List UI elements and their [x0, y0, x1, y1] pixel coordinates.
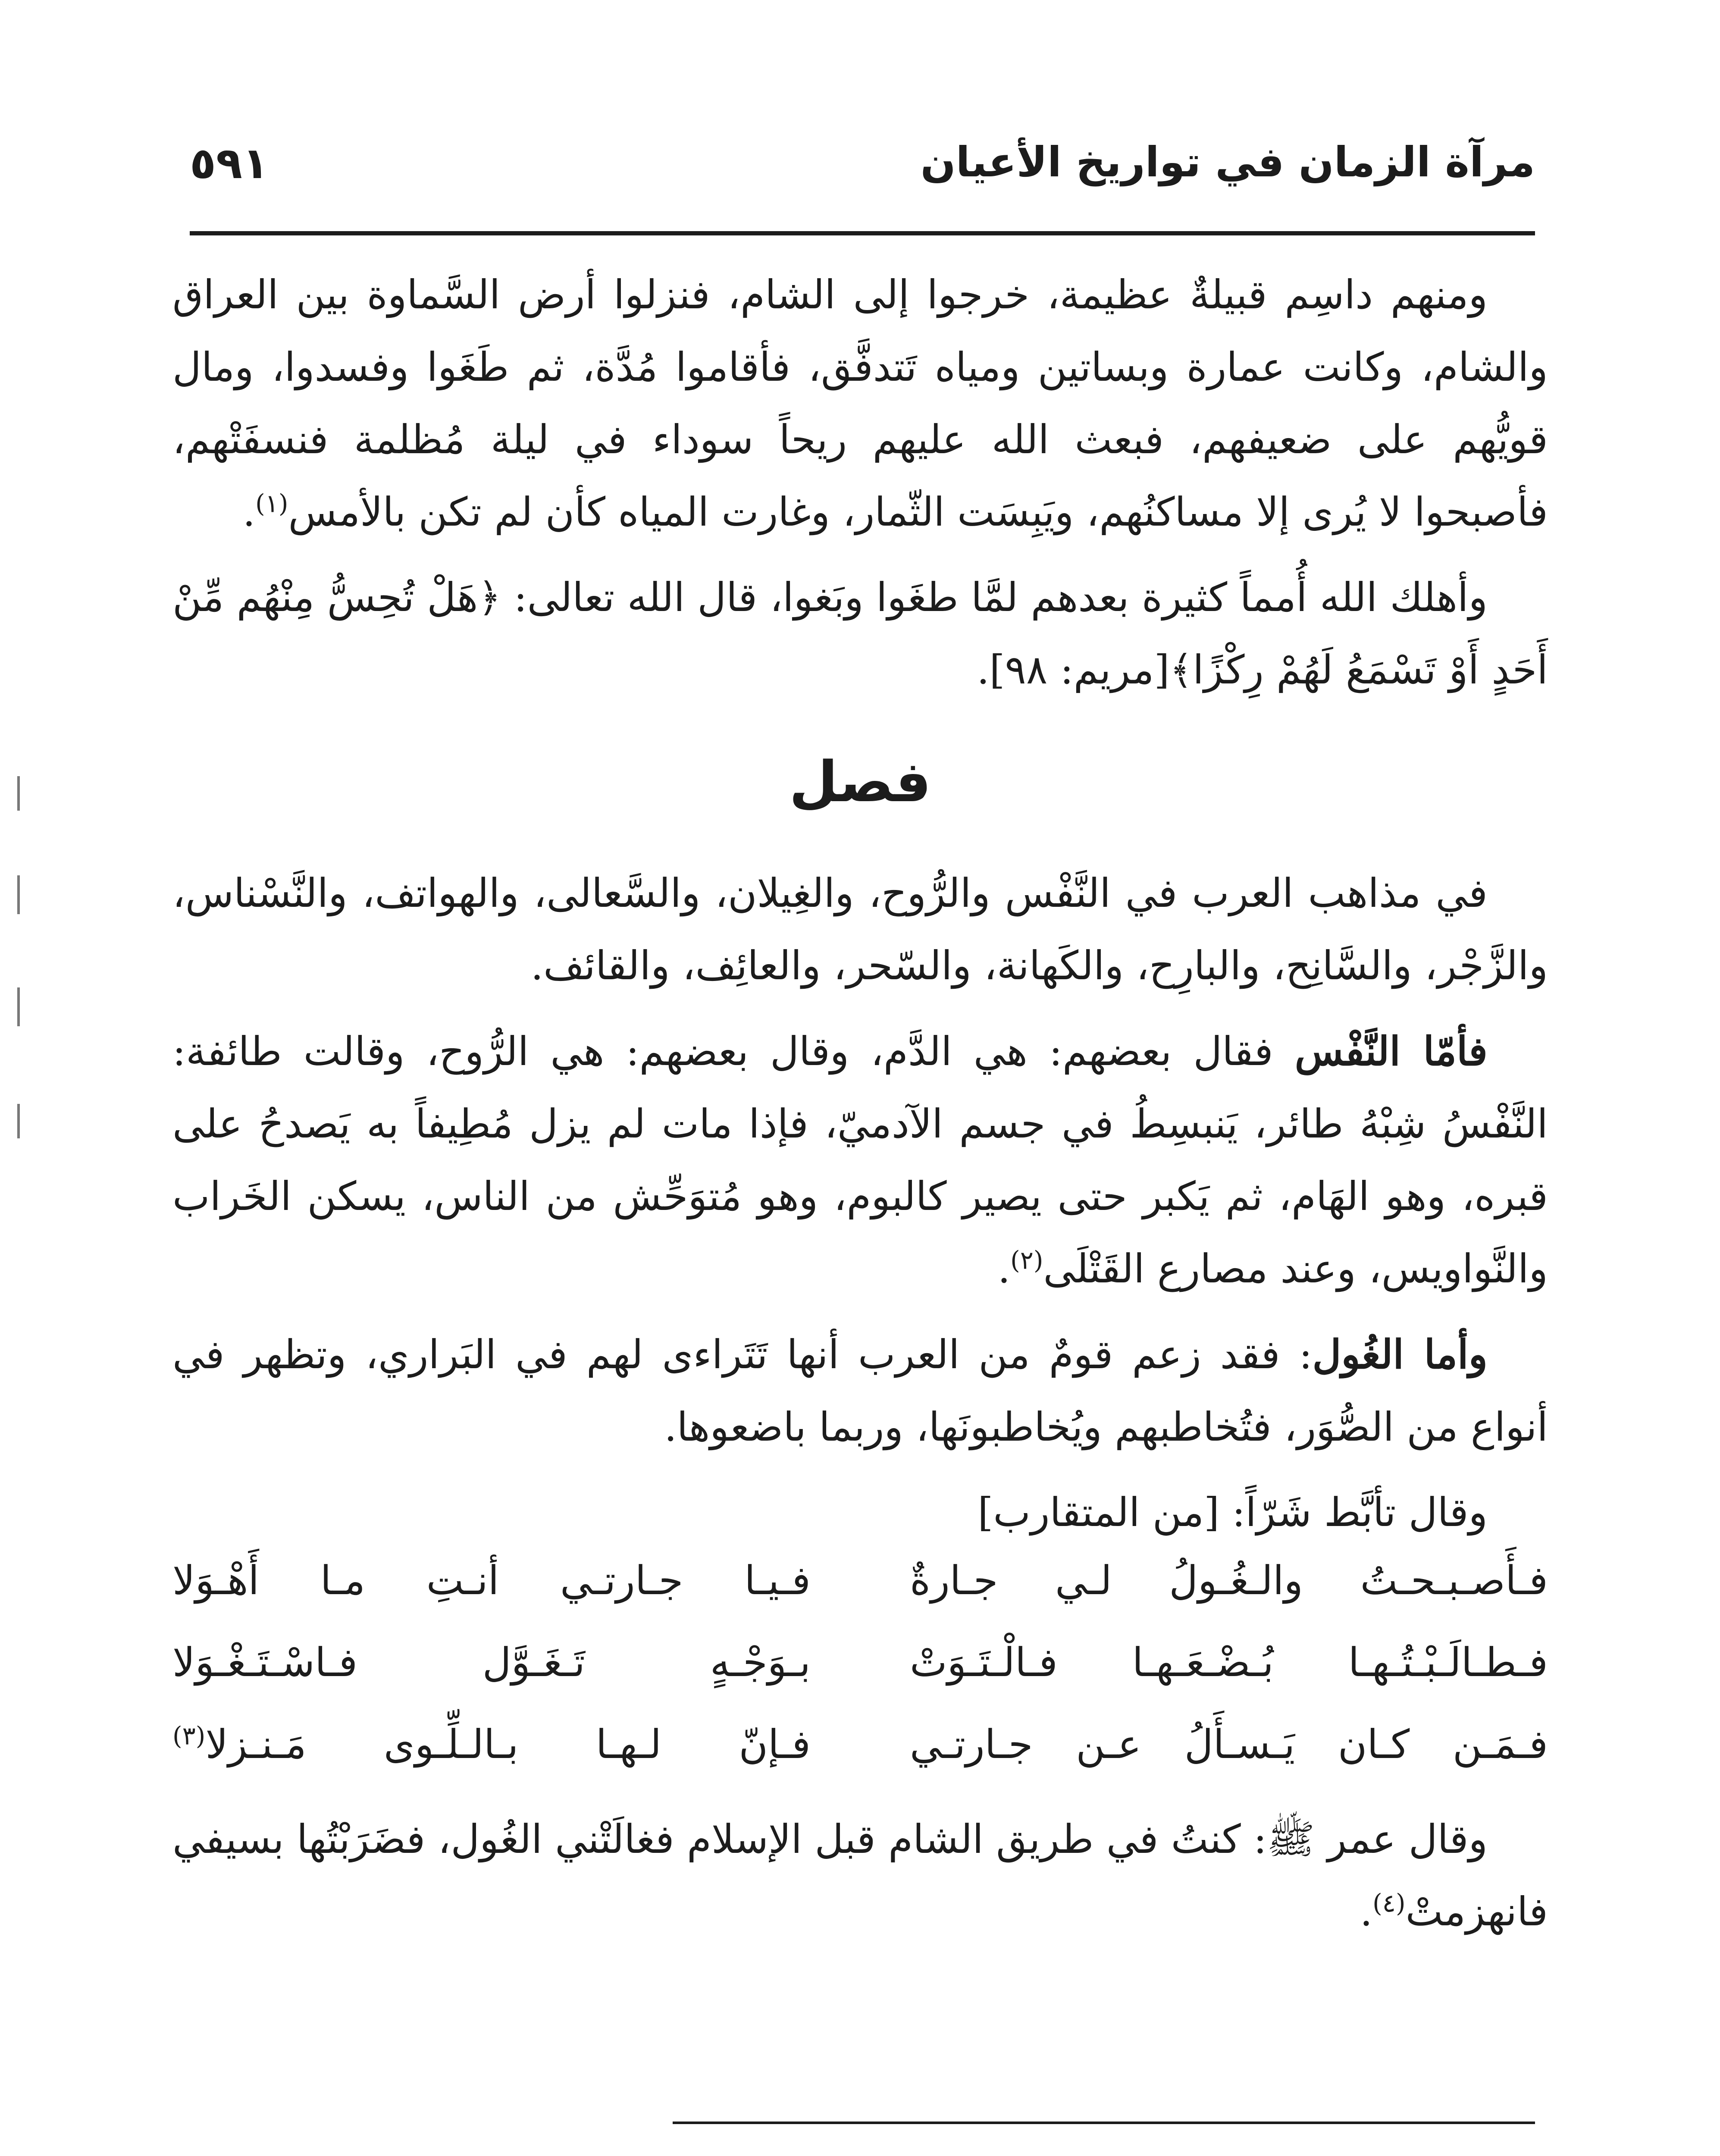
page-number: ٥٩١: [190, 138, 269, 188]
verse-line: [172, 1639, 1548, 1721]
verse-second-hemistich: بـوَجْـهٍ تَـغَـوَّل فـاسْـتَـغْـوَلا: [172, 1639, 811, 1686]
footnote-1: [172, 2152, 1548, 2156]
verse-line: [172, 1721, 1548, 1803]
main-text: [172, 259, 1548, 1961]
paragraph-destroyed-nations: وأهلك الله أُمماً كثيرة بعدهم لمَّا طغَوا وبَغوا، قال الله تعالى: ﴿هَلْ تُحِسُّ مِنْهُم مِّنْ أَحَدٍ أَوْ تَسْمَعُ لَهُمْ رِكْزًا﴾[مريم: ٩٨].: [172, 574, 1548, 693]
margin-scan-mark: [17, 875, 20, 914]
paragraph-text: وقال عمر ﷺ: كنتُ في طريق الشام قبل الإسلام فغالَتْني الغُول، فضَرَبْتُها بسيفي فانهزمتْ: [172, 1816, 1548, 1935]
verse-intro: وقال تأبَّط شَرّاً: [من المتقارب]: [977, 1489, 1488, 1536]
footnote-ref-1[interactable]: (١): [255, 489, 288, 518]
paragraph-dasim: ومنهم داسِم قبيلةٌ عظيمة، خرجوا إلى الشام، فنزلوا أرض السَّماوة بين العراق والشام، وكانت عمارة وبساتين ومياه تَتدفَّق، فأقاموا مُدَّة، ثم طَغَوا وفسدوا، ومال قويُّهم على ضعيفهم، فبعث الله عليهم ريحاً سوداء في ليلة مُظلمة فنسفَتْهم، فأصبحوا لا يُرى إلا مساكنُهم، ويَبِسَت الثّمار، وغارت المياه كأن لم تكن بالأمس$^{(١)}$.: [172, 272, 1548, 535]
running-title: مرآة الزمان في تواريخ الأعيان: [920, 138, 1535, 186]
paragraph-umar: وقال عمر ﷺ: كنتُ في طريق الشام قبل الإسلام فغالَتْني الغُول، فضَرَبْتُها بسيفي فانهزمتْ$^{(٤)}$.: [172, 1816, 1548, 1935]
verse-second-hemistich: [172, 1721, 811, 1767]
verse-first-hemistich: فـطـالَـبْـتُـهـا بُـضْـعَـهـا فـالْـتَـوَتْ: [910, 1639, 1548, 1686]
footnote-ref-3[interactable]: (٣): [172, 1721, 206, 1751]
verse-line: [172, 1557, 1548, 1639]
running-header: [190, 129, 1535, 233]
verse-first-hemistich: فـأَصـبـحـتُ والـغُـولُ لـي جـارةٌ: [910, 1557, 1548, 1604]
hemistich-text: فـإنّ لـهـا بـالـلِّـوى مَـنـزلا: [205, 1721, 811, 1767]
term-ghoul: وأما الغُول: [1312, 1331, 1488, 1378]
margin-scan-mark: [17, 1104, 20, 1138]
footnote-separator: [673, 2122, 1535, 2124]
footnote-ref-4[interactable]: (٤): [1372, 1888, 1406, 1918]
margin-scan-mark: [17, 776, 20, 811]
section-heading: فصل: [789, 749, 931, 815]
paragraph-text: ومنهم داسِم قبيلةٌ عظيمة، خرجوا إلى الشام، فنزلوا أرض السَّماوة بين العراق والشام، وكانت عمارة وبساتين ومياه تَتدفَّق، فأقاموا مُدَّة، ثم طَغَوا وفسدوا، ومال قويُّهم على ضعيفهم، فبعث الله عليهم ريحاً سوداء في ليلة مُظلمة فنسفَتْهم، فأصبحوا لا يُرى إلا مساكنُهم، ويَبِسَت الثّمار، وغارت المياه كأن لم تكن بالأمس: [172, 272, 1548, 535]
footnote-ref-2[interactable]: (٢): [1010, 1245, 1043, 1275]
paragraph-ghoul: [172, 1318, 1548, 1463]
paragraph-arab-beliefs: في مذاهب العرب في النَّفْس والرُّوح، والغِيلان، والسَّعالى، والهواتف، والنَّسْناس، والزَّجْر، والسَّانِح، والبارِح، والكَهانة، والسّحر، والعائِف، والقائف.: [172, 870, 1548, 989]
paragraph-text: فقال بعضهم: هي الدَّم، وقال بعضهم: هي الرُّوح، وقالت طائفة: النَّفْسُ شِبْهُ طائر، يَنبسِطُ في جسم الآدميّ، فإذا مات لم يزل مُطِيفاً به يَصدحُ على قبره، وهو الهَام، ثم يَكبر حتى يصير كالبوم، وهو مُتوَحِّش من الناس، يسكن الخَراب والنَّواويس، وعند مصارع القَتْلَى: [172, 1028, 1548, 1292]
footnotes: [172, 2152, 1548, 2156]
margin-scan-mark: [17, 987, 20, 1026]
verse-first-hemistich: فـمَـن كـان يَـسـأَلُ عـن جـارتـي: [910, 1721, 1548, 1767]
term-soul: فأمّا النَّفْس: [1294, 1028, 1488, 1075]
paragraph-soul: فأمّا النَّفْس فقال بعضهم: هي الدَّم، وقال بعضهم: هي الرُّوح، وقالت طائفة: النَّفْسُ شِبْهُ طائر، يَنبسِطُ في جسم الآدميّ، فإذا مات لم يزل مُطِيفاً به يَصدحُ على قبره، وهو الهَام، ثم يَكبر حتى يصير كالبوم، وهو مُتوَحِّش من الناس، يسكن الخَراب والنَّواويس، وعند مصارع القَتْلَى$^{(٢)}$.: [172, 1028, 1548, 1292]
verse-second-hemistich: فـيـا جـارتـي أنـتِ مـا أَهْـوَلا: [172, 1557, 811, 1604]
header-rule: [190, 231, 1535, 235]
paragraph-text: : فقد زعم قومٌ من العرب أنها تَتَراءى لهم في البَراري، وتظهر في أنواع من الصُّوَر، فتُخاطبهم ويُخاطبونَها، وربما باضعوها.: [172, 1332, 1548, 1450]
